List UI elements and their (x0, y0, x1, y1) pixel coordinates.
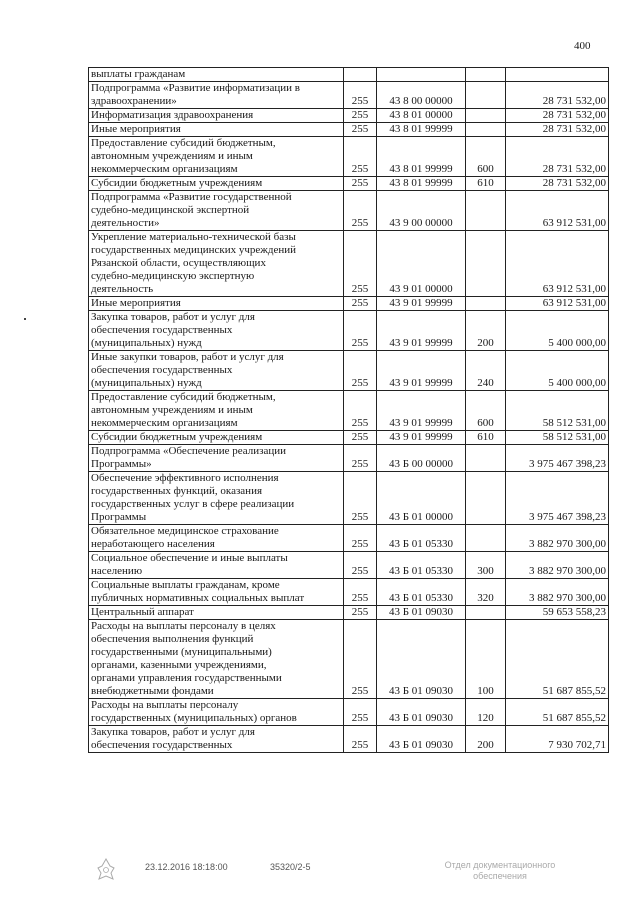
row-name: Обеспечение эффективного исполнения государственных функций, оказания государственных услуг в сфере реализации Программы (89, 472, 344, 525)
row-name: Подпрограмма «Обеспечение реализации Программы» (89, 445, 344, 472)
row-code: 255 (344, 391, 377, 431)
row-name: Центральный аппарат (89, 606, 344, 620)
footer-doc-code: 35320/2-5 (270, 862, 311, 872)
row-csr: 43 Б 01 00000 (377, 472, 466, 525)
row-vr: 300 (466, 552, 506, 579)
row-name: Обязательное медицинское страхование неработающего населения (89, 525, 344, 552)
row-name: Субсидии бюджетным учреждениям (89, 431, 344, 445)
table-row (89, 231, 609, 297)
row-csr: 43 8 01 99999 (377, 123, 466, 137)
row-vr (466, 191, 506, 231)
row-code: 255 (344, 82, 377, 109)
row-csr: 43 8 01 99999 (377, 177, 466, 191)
row-code: 255 (344, 431, 377, 445)
page-number: 400 (574, 40, 591, 52)
table-row (89, 726, 609, 753)
row-vr (466, 68, 506, 82)
row-sum: 5 400 000,00 (506, 311, 609, 351)
row-code: 255 (344, 191, 377, 231)
row-sum: 28 731 532,00 (506, 123, 609, 137)
table-row (89, 191, 609, 231)
table-row (89, 391, 609, 431)
scan-speck (24, 318, 26, 320)
row-vr (466, 472, 506, 525)
row-code: 255 (344, 472, 377, 525)
row-code: 255 (344, 351, 377, 391)
row-csr: 43 9 01 99999 (377, 391, 466, 431)
row-code: 255 (344, 525, 377, 552)
row-csr: 43 Б 00 00000 (377, 445, 466, 472)
row-sum: 3 882 970 300,00 (506, 525, 609, 552)
row-sum: 28 731 532,00 (506, 109, 609, 123)
row-code: 255 (344, 726, 377, 753)
row-vr (466, 231, 506, 297)
row-csr: 43 Б 01 09030 (377, 726, 466, 753)
row-csr: 43 Б 01 09030 (377, 606, 466, 620)
row-vr: 600 (466, 391, 506, 431)
row-sum: 63 912 531,00 (506, 297, 609, 311)
row-sum: 51 687 855,52 (506, 620, 609, 699)
table-row (89, 606, 609, 620)
row-csr: 43 9 01 00000 (377, 231, 466, 297)
budget-table-body (89, 68, 609, 753)
footer-watermark: Отдел документационного обеспечения (444, 860, 556, 881)
row-vr (466, 82, 506, 109)
row-code: 255 (344, 137, 377, 177)
row-code: 255 (344, 606, 377, 620)
row-name: Подпрограмма «Развитие государственной судебно-медицинской экспертной деятельности» (89, 191, 344, 231)
row-code: 255 (344, 109, 377, 123)
row-sum (506, 68, 609, 82)
row-name: Закупка товаров, работ и услуг для обеспечения государственных (муниципальных) нужд (89, 311, 344, 351)
row-sum: 63 912 531,00 (506, 231, 609, 297)
row-name: Иные мероприятия (89, 123, 344, 137)
row-sum: 58 512 531,00 (506, 391, 609, 431)
table-row (89, 123, 609, 137)
row-name: Укрепление материально-технической базы государственных медицинских учреждений Рязанской области, осуществляющих судебно-медицинскую экспертную деятельность (89, 231, 344, 297)
row-csr: 43 Б 01 05330 (377, 579, 466, 606)
row-sum: 7 930 702,71 (506, 726, 609, 753)
row-csr: 43 Б 01 05330 (377, 552, 466, 579)
row-sum: 63 912 531,00 (506, 191, 609, 231)
row-vr: 610 (466, 177, 506, 191)
table-row (89, 311, 609, 351)
row-sum: 28 731 532,00 (506, 82, 609, 109)
row-name: Подпрограмма «Развитие информатизации в здравоохранении» (89, 82, 344, 109)
row-csr: 43 9 01 99999 (377, 431, 466, 445)
table-row (89, 699, 609, 726)
row-code: 255 (344, 297, 377, 311)
row-name: Социальные выплаты гражданам, кроме публичных нормативных социальных выплат (89, 579, 344, 606)
row-sum: 59 653 558,23 (506, 606, 609, 620)
row-csr: 43 9 01 99999 (377, 351, 466, 391)
row-vr: 120 (466, 699, 506, 726)
row-sum: 3 975 467 398,23 (506, 472, 609, 525)
row-name: Иные закупки товаров, работ и услуг для обеспечения государственных (муниципальных) нужд (89, 351, 344, 391)
row-csr: 43 Б 01 09030 (377, 699, 466, 726)
row-name: Предоставление субсидий бюджетным, автономным учреждениям и иным некоммерческим организациям (89, 137, 344, 177)
row-sum: 51 687 855,52 (506, 699, 609, 726)
row-vr: 610 (466, 431, 506, 445)
table-row (89, 177, 609, 191)
table-row (89, 445, 609, 472)
row-sum: 28 731 532,00 (506, 177, 609, 191)
row-csr: 43 Б 01 09030 (377, 620, 466, 699)
row-csr: 43 8 01 99999 (377, 137, 466, 177)
table-row (89, 109, 609, 123)
row-vr (466, 606, 506, 620)
table-row (89, 137, 609, 177)
row-name: Информатизация здравоохранения (89, 109, 344, 123)
row-sum: 58 512 531,00 (506, 431, 609, 445)
budget-table (88, 67, 609, 753)
row-sum: 3 882 970 300,00 (506, 552, 609, 579)
row-vr: 100 (466, 620, 506, 699)
table-row (89, 620, 609, 699)
row-name: Иные мероприятия (89, 297, 344, 311)
row-code: 255 (344, 620, 377, 699)
row-sum: 3 882 970 300,00 (506, 579, 609, 606)
table-row (89, 472, 609, 525)
table-row (89, 525, 609, 552)
row-code: 255 (344, 445, 377, 472)
table-row (89, 68, 609, 82)
row-code: 255 (344, 579, 377, 606)
row-vr: 240 (466, 351, 506, 391)
row-name: Субсидии бюджетным учреждениям (89, 177, 344, 191)
row-code: 255 (344, 311, 377, 351)
row-code (344, 68, 377, 82)
row-code: 255 (344, 231, 377, 297)
page-footer (0, 858, 640, 898)
row-name: Расходы на выплаты персоналу государственных (муниципальных) органов (89, 699, 344, 726)
row-sum: 3 975 467 398,23 (506, 445, 609, 472)
row-sum: 28 731 532,00 (506, 137, 609, 177)
row-name: Расходы на выплаты персоналу в целях обеспечения выполнения функций государственными (муниципальными) органами, казенными учреждениями, органами управления государственными внебюджетными фондами (89, 620, 344, 699)
row-code: 255 (344, 123, 377, 137)
footer-date: 23.12.2016 18:18:00 (145, 862, 228, 872)
table-row (89, 297, 609, 311)
emblem-icon (94, 858, 118, 880)
row-csr: 43 Б 01 05330 (377, 525, 466, 552)
table-row (89, 579, 609, 606)
row-vr (466, 445, 506, 472)
row-vr: 600 (466, 137, 506, 177)
row-vr (466, 109, 506, 123)
row-sum: 5 400 000,00 (506, 351, 609, 391)
row-vr: 320 (466, 579, 506, 606)
table-row (89, 552, 609, 579)
row-name: выплаты гражданам (89, 68, 344, 82)
table-row (89, 431, 609, 445)
row-name: Предоставление субсидий бюджетным, автономным учреждениям и иным некоммерческим организациям (89, 391, 344, 431)
row-code: 255 (344, 552, 377, 579)
row-vr (466, 123, 506, 137)
row-vr (466, 525, 506, 552)
row-csr: 43 8 01 00000 (377, 109, 466, 123)
row-csr: 43 9 00 00000 (377, 191, 466, 231)
row-vr: 200 (466, 726, 506, 753)
row-code: 255 (344, 177, 377, 191)
row-vr: 200 (466, 311, 506, 351)
row-vr (466, 297, 506, 311)
row-csr: 43 8 00 00000 (377, 82, 466, 109)
row-code: 255 (344, 699, 377, 726)
row-csr (377, 68, 466, 82)
row-name: Социальное обеспечение и иные выплаты населению (89, 552, 344, 579)
table-row (89, 82, 609, 109)
row-csr: 43 9 01 99999 (377, 311, 466, 351)
table-row (89, 351, 609, 391)
row-name: Закупка товаров, работ и услуг для обеспечения государственных (89, 726, 344, 753)
row-csr: 43 9 01 99999 (377, 297, 466, 311)
